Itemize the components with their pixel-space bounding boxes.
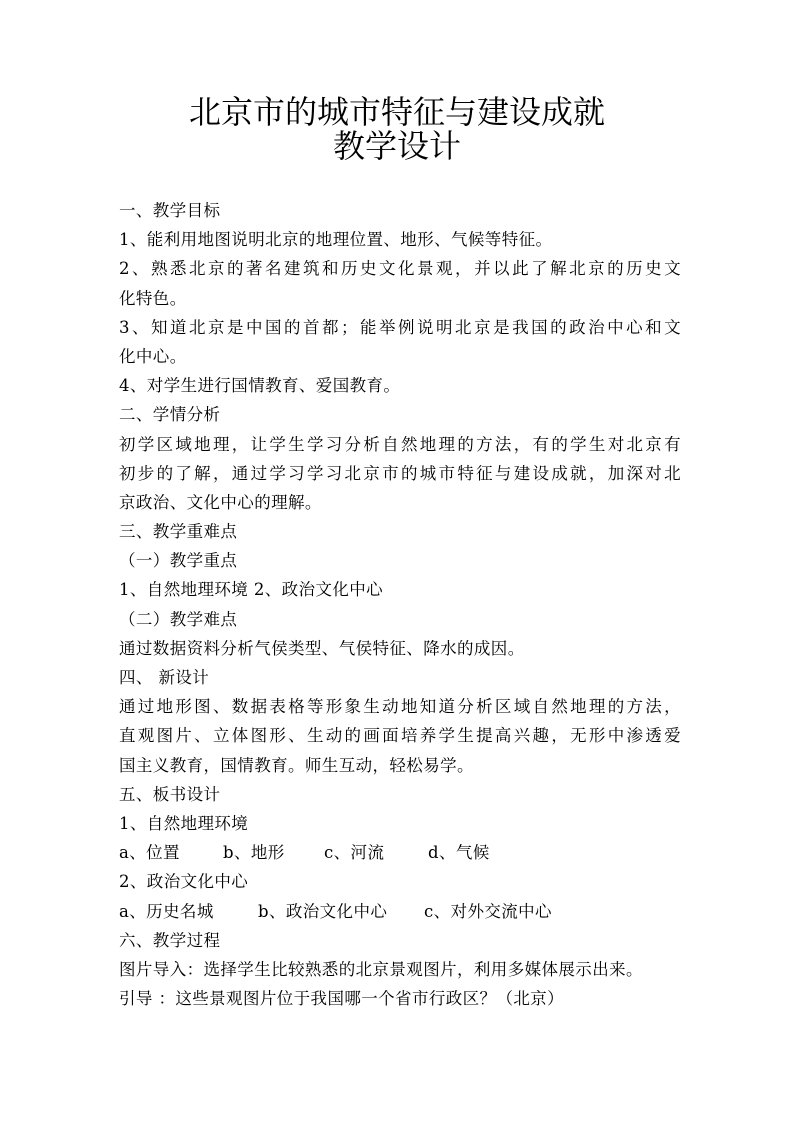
focus-text: 1、自然地理环境 2、政治文化中心 xyxy=(119,580,384,600)
board-list-1 xyxy=(119,838,681,867)
document-body xyxy=(119,196,681,1013)
design-text-line1: 通过地形图、数据表格等形象生动地知道分析区域自然地理的方法， xyxy=(119,697,681,717)
board-item-climate: d、气候 xyxy=(428,843,490,863)
difficulty-text: 通过数据资料分析气侯类型、气侯特征、降水的成因。 xyxy=(119,638,525,658)
objective-item-2-cont: 化特色。 xyxy=(119,288,187,308)
board-item-location: a、位置 xyxy=(119,843,180,863)
design-text-line3: 国主义教育，国情教育。师生互动，轻松易学。 xyxy=(119,755,474,775)
process-text-line1: 图片导入：选择学生比较熟悉的北京景观图片，利用多媒体展示出来。 xyxy=(119,959,643,979)
board-heading-1: 1、自然地理环境 xyxy=(119,813,249,833)
objective-item-1: 1、能利用地图说明北京的地理位置、地形、气候等特征。 xyxy=(119,230,553,250)
subheading-focus: （一）教学重点 xyxy=(119,551,238,571)
board-item-historic-city: a、历史名城 xyxy=(119,901,214,921)
section-heading-process: 六、教学过程 xyxy=(119,930,221,950)
analysis-text-line1: 初学区域地理，让学生学习分析自然地理的方法，有的学生对北京有 xyxy=(119,434,681,454)
board-item-terrain: b、地形 xyxy=(223,843,285,863)
document-title-line2: 教学设计 xyxy=(332,127,461,165)
section-heading-board: 五、板书设计 xyxy=(119,784,221,804)
analysis-text-line2: 初步的了解，通过学习学习北京市的城市特征与建设成就，加深对北 xyxy=(119,463,681,483)
section-heading-keypoints: 三、教学重难点 xyxy=(119,522,238,542)
subheading-difficulty: （二）教学难点 xyxy=(119,609,238,629)
board-list-2 xyxy=(119,897,681,926)
section-heading-analysis: 二、学情分析 xyxy=(119,405,221,425)
section-heading-objectives: 一、教学目标 xyxy=(119,201,221,220)
board-heading-2: 2、政治文化中心 xyxy=(119,872,249,892)
section-heading-design: 四、 新设计 xyxy=(119,668,210,687)
design-text-line2: 直观图片、立体图形、生动的画面培养学生提高兴趣，无形中渗透爱 xyxy=(119,726,681,746)
document-title-line1: 北京市的城市特征与建设成就 xyxy=(188,93,605,131)
board-item-political-center: b、政治文化中心 xyxy=(258,901,388,921)
objective-item-2: 2、熟悉北京的著名建筑和历史文化景观，并以此了解北京的历史文 xyxy=(119,259,681,279)
process-text-line2: 引导 ：这些景观图片位于我国哪一个省市行政区？（北京） xyxy=(119,989,565,1009)
board-item-rivers: c、河流 xyxy=(324,843,385,863)
analysis-text-line3: 京政治、文化中心的理解。 xyxy=(119,492,322,512)
objective-item-3: 3、知道北京是中国的首都；能举例说明北京是我国的政治中心和文 xyxy=(119,317,681,337)
objective-item-4: 4、对学生进行国情教育、爱国教育。 xyxy=(119,376,401,396)
objective-item-3-cont: 化中心。 xyxy=(119,346,187,366)
board-item-exchange-center: c、对外交流中心 xyxy=(424,901,552,921)
